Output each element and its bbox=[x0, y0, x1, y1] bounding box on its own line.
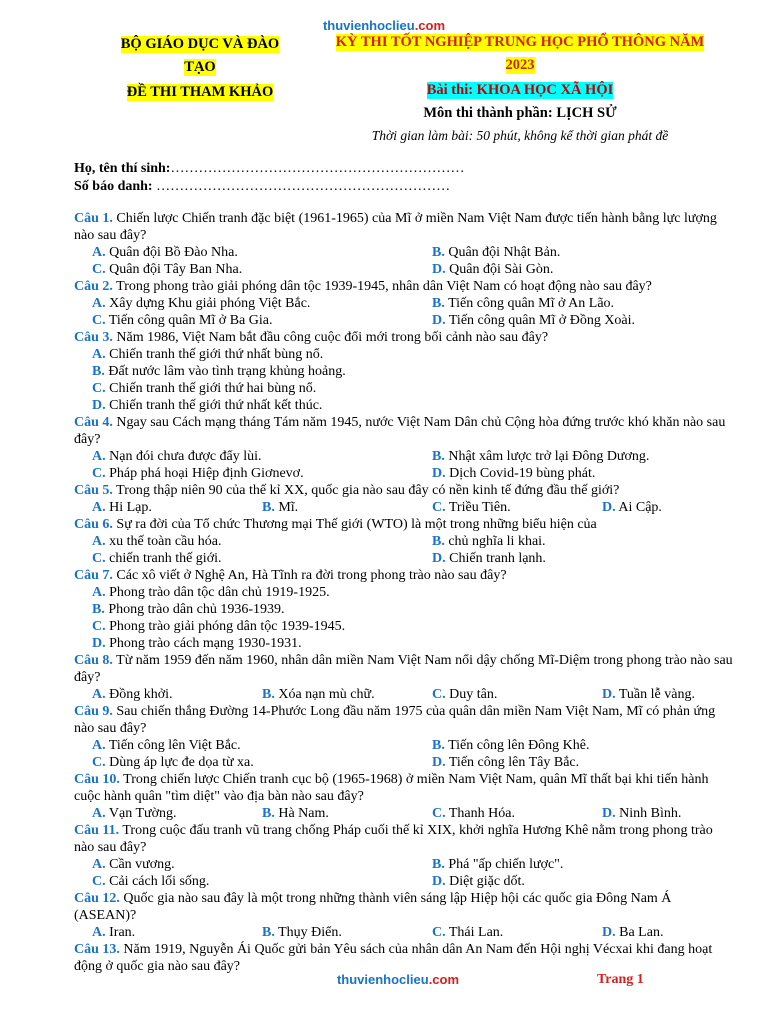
answer-option[interactable] bbox=[602, 924, 752, 941]
question-number: Câu 8. bbox=[74, 653, 113, 668]
page-number: Trang 1 bbox=[597, 972, 644, 987]
option-letter: B. bbox=[432, 245, 445, 260]
option-letter: A. bbox=[92, 296, 106, 311]
answer-option[interactable] bbox=[432, 856, 752, 873]
ministry-line1: BỘ GIÁO DỤC VÀ ĐÀO bbox=[120, 36, 280, 52]
option-text: Pháp phá hoại Hiệp định Giơnevơ. bbox=[105, 466, 304, 481]
option-text: chủ nghĩa li khai. bbox=[444, 534, 546, 549]
option-text: Tiến công quân Mĩ ở An Lão. bbox=[444, 296, 615, 311]
option-text: Iran. bbox=[105, 925, 136, 940]
question-number: Câu 3. bbox=[74, 330, 113, 345]
answer-option[interactable] bbox=[432, 737, 752, 754]
option-letter: C. bbox=[92, 551, 106, 566]
answer-option[interactable] bbox=[92, 499, 262, 516]
exam-header bbox=[300, 34, 740, 144]
option-letter: C. bbox=[92, 313, 106, 328]
option-text: Quân đội Sài Gòn. bbox=[445, 262, 554, 277]
option-text: Mĩ. bbox=[274, 500, 299, 515]
option-text: Hi Lạp. bbox=[105, 500, 152, 515]
option-text: chiến tranh thế giới. bbox=[105, 551, 222, 566]
answer-option[interactable] bbox=[92, 618, 734, 635]
answer-option[interactable] bbox=[432, 686, 602, 703]
answer-option[interactable] bbox=[432, 295, 752, 312]
question-number: Câu 7. bbox=[74, 568, 113, 583]
option-letter: A. bbox=[92, 585, 106, 600]
answer-options bbox=[92, 295, 734, 329]
answer-option[interactable] bbox=[432, 805, 602, 822]
option-text: Cải cách lối sống. bbox=[105, 874, 210, 889]
candidate-name-label: Họ, tên thí sinh: bbox=[74, 161, 171, 176]
option-text: Dùng áp lực đe dọa từ xa. bbox=[105, 755, 254, 770]
option-letter: D. bbox=[602, 500, 616, 515]
answer-option[interactable] bbox=[92, 261, 432, 278]
option-text: Tiến công lên Đông Khê. bbox=[444, 738, 590, 753]
answer-options bbox=[92, 244, 734, 278]
question-text: Trong phong trào giải phóng dân tộc 1939-1945, nhân dân Việt Nam có hoạt động nào sau đây? bbox=[112, 279, 652, 294]
answer-option[interactable] bbox=[432, 499, 602, 516]
candidate-id-blank: ……………………………………………………… bbox=[152, 179, 451, 194]
option-letter: D. bbox=[432, 313, 446, 328]
option-letter: D. bbox=[92, 636, 106, 651]
option-text: Phong trào giải phóng dân tộc 1939-1945. bbox=[105, 619, 346, 634]
question-text: Chiến lược Chiến tranh đặc biệt (1961-1965) của Mĩ ở miền Nam Việt Nam được tiến hành bằng lực lượng nào sau đây? bbox=[74, 211, 717, 243]
option-letter: A. bbox=[92, 687, 106, 702]
answer-option[interactable] bbox=[92, 550, 432, 567]
option-text: Tiến công quân Mĩ ở Ba Gia. bbox=[105, 313, 273, 328]
exam-component: Môn thi thành phần: LỊCH SỬ bbox=[423, 105, 617, 121]
answer-option[interactable] bbox=[92, 295, 432, 312]
site-name: thuvienhoclieu bbox=[322, 18, 415, 33]
option-text: Ba Lan. bbox=[615, 925, 664, 940]
question bbox=[74, 941, 734, 975]
exam-time-note: Thời gian làm bài: 50 phút, không kể thời gian phát đề bbox=[371, 128, 669, 143]
option-letter: A. bbox=[92, 449, 106, 464]
option-text: Tiến công quân Mĩ ở Đồng Xoài. bbox=[445, 313, 636, 328]
candidate-name-row bbox=[74, 160, 464, 178]
answer-option[interactable] bbox=[432, 924, 602, 941]
option-letter: C. bbox=[92, 262, 106, 277]
answer-option[interactable] bbox=[92, 737, 432, 754]
question-text: Năm 1986, Việt Nam bắt đầu công cuộc đổi mới trong bối cảnh nào sau đây? bbox=[112, 330, 549, 345]
answer-option[interactable] bbox=[432, 754, 752, 771]
candidate-name-blank: ……………………………………………………… bbox=[170, 161, 465, 176]
option-letter: D. bbox=[602, 806, 616, 821]
question bbox=[74, 890, 734, 924]
answer-options bbox=[92, 448, 734, 482]
option-text: Ninh Bình. bbox=[615, 806, 682, 821]
option-letter: A. bbox=[92, 806, 106, 821]
option-letter: B. bbox=[262, 806, 275, 821]
answer-option[interactable] bbox=[92, 601, 734, 618]
option-letter: A. bbox=[92, 347, 106, 362]
answer-option[interactable] bbox=[92, 448, 432, 465]
option-letter: A. bbox=[92, 534, 106, 549]
answer-option[interactable] bbox=[92, 363, 734, 380]
option-text: xu thế toàn cầu hóa. bbox=[105, 534, 222, 549]
option-letter: C. bbox=[92, 381, 106, 396]
option-letter: B. bbox=[432, 857, 445, 872]
footer-site-name: thuvienhoclieu bbox=[336, 972, 429, 987]
option-letter: C. bbox=[432, 806, 446, 821]
option-letter: D. bbox=[432, 262, 446, 277]
question-number: Câu 9. bbox=[74, 704, 113, 719]
answer-option[interactable] bbox=[602, 805, 752, 822]
answer-option[interactable] bbox=[432, 873, 752, 890]
candidate-id-row bbox=[74, 178, 464, 196]
option-letter: B. bbox=[432, 738, 445, 753]
answer-options bbox=[92, 584, 734, 652]
exam-year: 2023 bbox=[505, 57, 535, 73]
option-letter: B. bbox=[262, 687, 275, 702]
question bbox=[74, 516, 734, 533]
option-text: Phong trào dân tộc dân chủ 1919-1925. bbox=[105, 585, 330, 600]
answer-options bbox=[92, 924, 734, 941]
option-text: Phong trào cách mạng 1930-1931. bbox=[105, 636, 302, 651]
question-number: Câu 2. bbox=[74, 279, 113, 294]
answer-options bbox=[92, 805, 734, 822]
option-letter: C. bbox=[432, 500, 446, 515]
answer-option[interactable] bbox=[92, 312, 432, 329]
ministry-header bbox=[70, 34, 330, 101]
exam-title: KỲ THI TỐT NGHIỆP TRUNG HỌC PHỔ THÔNG NĂM bbox=[335, 34, 705, 50]
question-text: Các xô viết ở Nghệ An, Hà Tĩnh ra đời trong phong trào nào sau đây? bbox=[112, 568, 507, 583]
option-text: Vạn Tường. bbox=[105, 806, 177, 821]
option-letter: D. bbox=[432, 874, 446, 889]
ministry-line2: TẠO bbox=[184, 59, 216, 75]
option-text: Thụy Điển. bbox=[274, 925, 342, 940]
answer-option[interactable] bbox=[92, 754, 432, 771]
answer-option[interactable] bbox=[262, 924, 432, 941]
option-text: Quân đội Bồ Đào Nha. bbox=[105, 245, 238, 260]
option-letter: C. bbox=[92, 619, 106, 634]
footer-site-tld: .com bbox=[428, 972, 460, 987]
answer-option[interactable] bbox=[432, 448, 752, 465]
option-text: Diệt giặc dốt. bbox=[445, 874, 525, 889]
option-letter: D. bbox=[432, 466, 446, 481]
question bbox=[74, 210, 734, 244]
exam-type: ĐỀ THI THAM KHẢO bbox=[126, 84, 274, 100]
question-number: Câu 1. bbox=[74, 211, 113, 226]
option-text: Thanh Hóa. bbox=[445, 806, 515, 821]
site-tld: .com bbox=[414, 18, 446, 33]
option-text: Xóa nạn mù chữ. bbox=[274, 687, 375, 702]
option-letter: B. bbox=[92, 602, 105, 617]
question bbox=[74, 482, 734, 499]
answer-option[interactable] bbox=[262, 499, 432, 516]
question bbox=[74, 567, 734, 584]
option-text: Cần vương. bbox=[105, 857, 175, 872]
question-list bbox=[74, 210, 734, 975]
option-text: Đất nước lâm vào tình trạng khủng hoảng. bbox=[104, 364, 346, 379]
option-text: Nạn đói chưa được đẩy lùi. bbox=[105, 449, 262, 464]
answer-option[interactable] bbox=[602, 499, 752, 516]
answer-option[interactable] bbox=[92, 856, 432, 873]
option-text: Tiến công lên Tây Bắc. bbox=[445, 755, 580, 770]
option-letter: B. bbox=[92, 364, 105, 379]
question bbox=[74, 329, 734, 346]
answer-option[interactable] bbox=[432, 261, 752, 278]
option-letter: C. bbox=[92, 755, 106, 770]
option-text: Dịch Covid-19 bùng phát. bbox=[445, 466, 596, 481]
option-letter: D. bbox=[432, 755, 446, 770]
question bbox=[74, 703, 734, 737]
option-letter: C. bbox=[92, 874, 106, 889]
answer-options bbox=[92, 499, 734, 516]
option-text: Chiến tranh thế giới thứ nhất kết thúc. bbox=[105, 398, 323, 413]
option-text: Ai Cập. bbox=[615, 500, 662, 515]
option-text: Quân đội Tây Ban Nha. bbox=[105, 262, 243, 277]
option-letter: C. bbox=[432, 925, 446, 940]
question-text: Sau chiến thắng Đường 14-Phước Long đầu năm 1975 của quân dân miền Nam Việt Nam, Mĩ có phản ứng nào sau đây? bbox=[74, 704, 716, 736]
option-letter: A. bbox=[92, 245, 106, 260]
question-number: Câu 12. bbox=[74, 891, 120, 906]
option-text: Quân đội Nhật Bản. bbox=[444, 245, 561, 260]
option-text: Chiến tranh thế giới thứ hai bùng nổ. bbox=[105, 381, 317, 396]
answer-option[interactable] bbox=[92, 635, 734, 652]
option-letter: A. bbox=[92, 738, 106, 753]
option-letter: B. bbox=[432, 296, 445, 311]
option-text: Chiến tranh thế giới thứ nhất bùng nổ. bbox=[105, 347, 324, 362]
answer-options bbox=[92, 533, 734, 567]
option-letter: D. bbox=[432, 551, 446, 566]
option-letter: A. bbox=[92, 925, 106, 940]
question-number: Câu 13. bbox=[74, 942, 120, 957]
site-watermark-bottom bbox=[0, 972, 768, 987]
question-text: Ngay sau Cách mạng tháng Tám năm 1945, nước Việt Nam Dân chủ Cộng hòa đứng trước khó khăn nào sau đây? bbox=[74, 415, 726, 447]
option-text: Thái Lan. bbox=[445, 925, 504, 940]
answer-option[interactable] bbox=[92, 873, 432, 890]
option-letter: B. bbox=[262, 925, 275, 940]
answer-option[interactable] bbox=[92, 533, 432, 550]
answer-option[interactable] bbox=[92, 380, 734, 397]
question bbox=[74, 278, 734, 295]
answer-option[interactable] bbox=[92, 346, 734, 363]
site-watermark-top bbox=[0, 18, 768, 33]
question-number: Câu 11. bbox=[74, 823, 120, 838]
answer-options bbox=[92, 737, 734, 771]
candidate-id-label: Số báo danh: bbox=[74, 179, 153, 194]
option-text: Xây dựng Khu giải phóng Việt Bắc. bbox=[105, 296, 311, 311]
option-text: Tuần lễ vàng. bbox=[615, 687, 695, 702]
question bbox=[74, 822, 734, 856]
question-text: Trong cuộc đấu tranh vũ trang chống Pháp cuối thế kỉ XIX, khởi nghĩa Hương Khê nằm trong phong trào nào sau đây? bbox=[74, 823, 713, 855]
option-letter: B. bbox=[432, 449, 445, 464]
option-text: Chiến tranh lạnh. bbox=[445, 551, 546, 566]
answer-options bbox=[92, 856, 734, 890]
option-text: Tiến công lên Việt Bắc. bbox=[105, 738, 241, 753]
question-text: Năm 1919, Nguyễn Ái Quốc gửi bản Yêu sách của nhân dân An Nam đến Hội nghị Vécxai khi đang hoạt động ở quốc gia nào sau đây? bbox=[74, 942, 713, 974]
option-letter: C. bbox=[432, 687, 446, 702]
option-text: Phong trào dân chủ 1936-1939. bbox=[104, 602, 285, 617]
candidate-info bbox=[74, 160, 464, 196]
answer-options bbox=[92, 686, 734, 703]
answer-option[interactable] bbox=[92, 397, 734, 414]
answer-option[interactable] bbox=[432, 533, 752, 550]
answer-option[interactable] bbox=[92, 686, 262, 703]
answer-option[interactable] bbox=[432, 465, 752, 482]
answer-option[interactable] bbox=[432, 244, 752, 261]
answer-option[interactable] bbox=[432, 550, 752, 567]
question-number: Câu 4. bbox=[74, 415, 113, 430]
option-letter: A. bbox=[92, 500, 106, 515]
answer-option[interactable] bbox=[262, 805, 432, 822]
option-text: Duy tân. bbox=[445, 687, 498, 702]
question bbox=[74, 771, 734, 805]
option-letter: D. bbox=[602, 925, 616, 940]
question-number: Câu 5. bbox=[74, 483, 113, 498]
option-text: Nhật xâm lược trở lại Đông Dương. bbox=[444, 449, 650, 464]
question-text: Trong chiến lược Chiến tranh cục bộ (1965-1968) ở miền Nam Việt Nam, quân Mĩ thất bại khi tiến hành cuộc hành quân "tìm diệt" vào địa bàn nào sau đây? bbox=[74, 772, 709, 804]
option-letter: B. bbox=[432, 534, 445, 549]
option-letter: D. bbox=[92, 398, 106, 413]
option-letter: D. bbox=[602, 687, 616, 702]
answer-option[interactable] bbox=[92, 465, 432, 482]
option-letter: A. bbox=[92, 857, 106, 872]
answer-option[interactable] bbox=[92, 924, 262, 941]
answer-option[interactable] bbox=[92, 805, 262, 822]
exam-subject: Bài thi: KHOA HỌC XÃ HỘI bbox=[426, 82, 614, 98]
question-text: Từ năm 1959 đến năm 1960, nhân dân miền Nam Việt Nam nổi dậy chống Mĩ-Diệm trong phong trào nào sau đây? bbox=[74, 653, 733, 685]
question-text: Sự ra đời của Tổ chức Thương mại Thế giới (WTO) là một trong những biểu hiện của bbox=[112, 517, 597, 532]
question-text: Trong thập niên 90 của thế kỉ XX, quốc gia nào sau đây có nền kinh tế đứng đầu thế giới? bbox=[112, 483, 620, 498]
question bbox=[74, 414, 734, 448]
answer-option[interactable] bbox=[92, 584, 734, 601]
option-text: Phá "ấp chiến lược". bbox=[444, 857, 564, 872]
answer-option[interactable] bbox=[602, 686, 752, 703]
question-number: Câu 10. bbox=[74, 772, 120, 787]
question-number: Câu 6. bbox=[74, 517, 113, 532]
answer-option[interactable] bbox=[432, 312, 752, 329]
option-text: Triều Tiên. bbox=[445, 500, 511, 515]
option-letter: C. bbox=[92, 466, 106, 481]
option-letter: B. bbox=[262, 500, 275, 515]
answer-options bbox=[92, 346, 734, 414]
question bbox=[74, 652, 734, 686]
question-text: Quốc gia nào sau đây là một trong những thành viên sáng lập Hiệp hội các quốc gia Đông Nam Á (ASEAN)? bbox=[74, 891, 672, 923]
option-text: Hà Nam. bbox=[274, 806, 329, 821]
answer-option[interactable] bbox=[92, 244, 432, 261]
answer-option[interactable] bbox=[262, 686, 432, 703]
option-text: Đồng khởi. bbox=[105, 687, 173, 702]
